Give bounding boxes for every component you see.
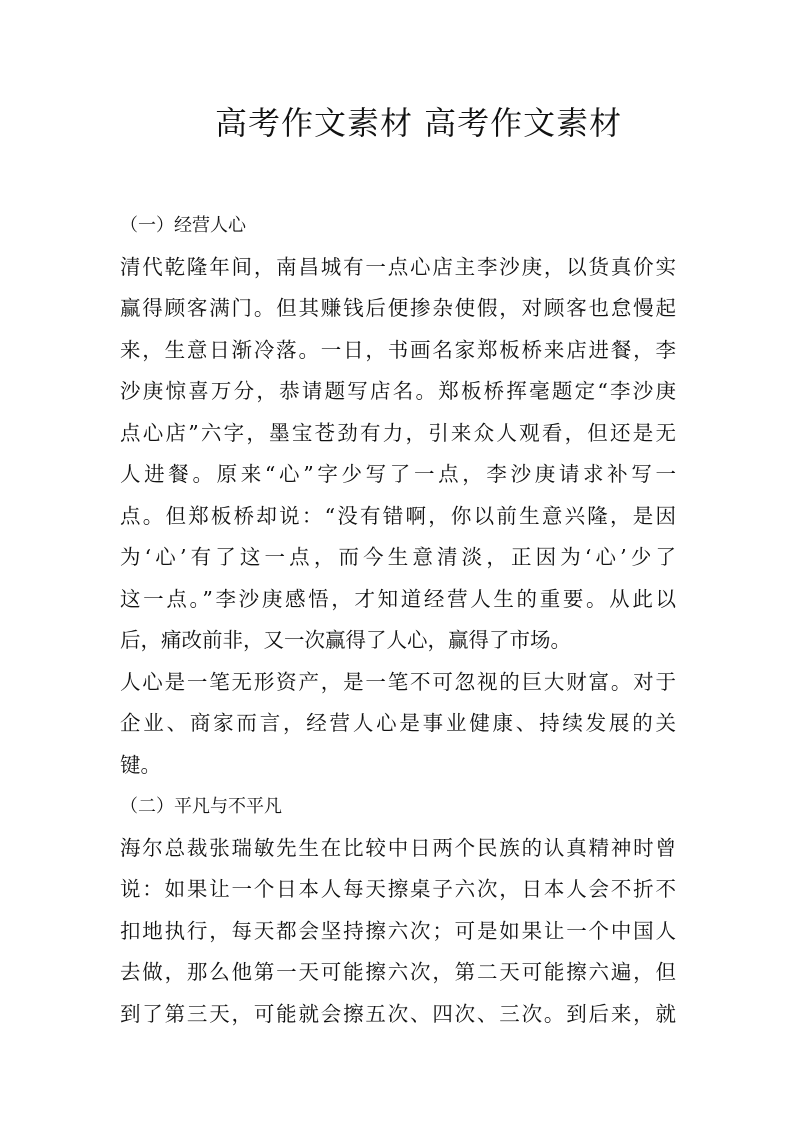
document-title: 高考作文素材 高考作文素材: [215, 104, 623, 142]
text-line: 去做，那么他第一天可能擦六次，第二天可能擦六遍，但: [120, 960, 676, 984]
section-heading: （二）平凡与不平凡: [120, 796, 282, 817]
text-line: 沙庚惊喜万分，恭请题写店名。郑板桥挥毫题定“李沙庚: [120, 379, 676, 403]
text-line: 到了第三天，可能就会擦五次、四次、三次。到后来，就: [120, 1001, 676, 1026]
text-line: 企业、商家而言，经营人心是事业健康、持续发展的关: [120, 711, 676, 735]
text-line: 扣地执行，每天都会坚持擦六次；可是如果让一个中国人: [120, 918, 676, 943]
text-line: 点。但郑板桥却说：“没有错啊，你以前生意兴隆，是因: [120, 503, 676, 528]
text-line: 点心店”六字，墨宝苍劲有力，引来众人观看，但还是无: [120, 420, 676, 445]
document-body: [120, 205, 676, 1035]
text-line: 键。: [120, 752, 161, 777]
paragraph: [120, 828, 676, 1036]
paragraph: [120, 247, 676, 662]
text-line: 说：如果让一个日本人每天擦桌子六次，日本人会不折不: [120, 877, 676, 901]
text-line: 海尔总裁张瑞敏先生在比较中日两个民族的认真精神时曾: [120, 835, 676, 860]
paragraph: [120, 662, 676, 787]
text-line: 来，生意日渐冷落。一日，书画名家郑板桥来店进餐，李: [120, 337, 676, 362]
section-jingying-renxin: [120, 205, 676, 786]
text-line: 清代乾隆年间，南昌城有一点心店主李沙庚，以货真价实: [120, 254, 676, 279]
section-heading: （一）经营人心: [120, 215, 246, 236]
text-line: 这一点。”李沙庚感悟，才知道经营人生的重要。从此以: [120, 586, 676, 611]
section-pingfan-yu-bupingfan: [120, 786, 676, 1035]
text-line: 人进餐。原来“心”字少写了一点，李沙庚请求补写一: [120, 462, 676, 486]
text-line: 赢得顾客满门。但其赚钱后便掺杂使假，对顾客也怠慢起: [120, 296, 676, 320]
text-line: 为‘心’有了这一点，而今生意清淡，正因为‘心’少了: [120, 545, 676, 569]
text-line: 人心是一笔无形资产，是一笔不可忽视的巨大财富。对于: [120, 669, 676, 694]
text-line: 后，痛改前非，又一次赢得了人心，赢得了市场。: [120, 628, 571, 652]
